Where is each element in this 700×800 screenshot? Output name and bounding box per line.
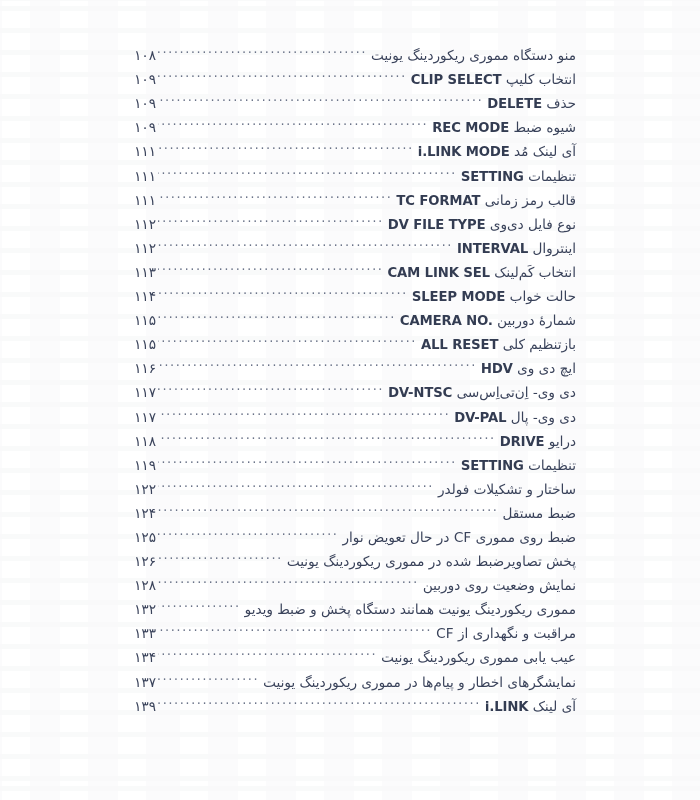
- toc-entry-title: قالب رمز زمانی TC FORMAT: [396, 192, 576, 209]
- toc-entry-title: نوع فایل دی‌وی DV FILE TYPE: [387, 216, 576, 233]
- toc-entry-page-number: ۱۱۱: [134, 192, 156, 209]
- toc-entry-title: درایو DRIVE: [499, 433, 576, 450]
- table-of-contents: [110, 36, 576, 715]
- toc-entry-title-latin: CAMERA NO.: [399, 314, 493, 330]
- dot-leader: [158, 325, 417, 349]
- dot-leader: [158, 566, 419, 590]
- toc-entry-title: پخش تصاویرضبط شده در مموری ریکوردینگ یونیت: [286, 554, 576, 571]
- dot-leader: [158, 470, 434, 494]
- toc-entry-page-number: ۱۰۹: [134, 96, 156, 113]
- toc-entry-title: حالت خواب SLEEP MODE: [411, 289, 576, 306]
- toc-entry-title: عیب یابی مموری ریکوردینگ یونیت: [381, 650, 576, 667]
- toc-entry-page-number: ۱۱۱: [134, 144, 156, 161]
- toc-entry-page-number: ۱۲۶: [134, 554, 156, 571]
- toc-entry-title-latin: TC FORMAT: [396, 193, 481, 209]
- dot-leader: [158, 638, 377, 662]
- toc-entry-title: حذف DELETE: [487, 96, 576, 113]
- toc-entry[interactable]: [110, 36, 576, 65]
- toc-entry-page-number: ۱۱۴: [134, 289, 156, 306]
- toc-entry-page-number: ۱۱۹: [134, 457, 156, 474]
- toc-entry-title-latin: i.LINK: [484, 699, 529, 715]
- toc-entry-page-number: ۱۰۹: [134, 72, 156, 89]
- toc-entry-title: آی لینک i.LINK: [484, 698, 576, 715]
- toc-entry-title-latin: HDV: [480, 362, 513, 378]
- dot-leader: [158, 181, 392, 205]
- dot-leader: [158, 205, 384, 229]
- toc-entry-title: تنظیمات SETTING: [460, 457, 576, 474]
- dot-leader: [158, 229, 453, 253]
- dot-leader: [158, 687, 481, 711]
- toc-entry-title: منو دستگاه مموری ریکوردینگ یونیت: [371, 48, 576, 65]
- toc-entry-title-latin: SETTING: [460, 458, 524, 474]
- toc-entry-page-number: ۱۳۴: [134, 650, 156, 667]
- toc-entry-title-latin: DV-PAL: [454, 410, 507, 426]
- toc-entry-title: نمایشگرهای اخطار و پیام‌ها در مموری ریکوردینگ یونیت: [263, 674, 576, 691]
- toc-entry-title: شمارهٔ دوربین CAMERA NO.: [399, 313, 576, 330]
- toc-entry-page-number: ۱۱۵: [134, 313, 156, 330]
- toc-entry-title-latin: CLIP SELECT: [410, 73, 502, 89]
- toc-entry-title: دی وی- اِن‌تی‌اِس‌سی DV-NTSC: [388, 385, 576, 402]
- dot-leader: [158, 349, 477, 373]
- toc-entry-title: ضبط روی مموری CF در حال تعویض نوار: [342, 529, 576, 546]
- toc-entry-title: آی لینک مُد i.LINK MODE: [417, 144, 576, 161]
- dot-leader: [158, 373, 384, 397]
- toc-entry-title: نمایش وضعیت روی دوربین: [422, 578, 576, 595]
- dot-leader: [158, 446, 457, 470]
- dot-leader: [158, 301, 396, 325]
- toc-entry-title: مموری ریکوردینگ یونیت همانند دستگاه پخش و ضبط ویدیو: [244, 602, 576, 619]
- toc-entry-page-number: ۱۰۸: [134, 48, 156, 65]
- toc-entry-page-number: ۱۲۵: [134, 529, 156, 546]
- toc-entry-page-number: ۱۲۴: [134, 505, 156, 522]
- toc-entry-title: شیوه ضبط REC MODE: [432, 120, 576, 137]
- dot-leader: [158, 422, 496, 446]
- dot-leader: [158, 518, 338, 542]
- toc-entry-title: اینتروال INTERVAL: [456, 240, 576, 257]
- dot-leader: [158, 662, 259, 686]
- dot-leader: [158, 397, 450, 421]
- toc-entry-page-number: ۱۱۲: [134, 240, 156, 257]
- dot-leader: [158, 132, 414, 156]
- toc-entry-page-number: ۱۱۱: [134, 168, 156, 185]
- dot-leader: [158, 542, 283, 566]
- toc-entry-title-latin: REC MODE: [432, 121, 510, 137]
- toc-entry-title: انتخاب کَم‌لینک CAM LINK SEL: [387, 264, 576, 281]
- toc-entry-page-number: ۱۳۳: [134, 626, 156, 643]
- toc-entry-title-latin: CAM LINK SEL: [387, 265, 490, 281]
- toc-entry-title: ضبط مستقل: [502, 505, 576, 522]
- dot-leader: [158, 277, 408, 301]
- toc-entry-title: دی وی- پال DV-PAL: [454, 409, 576, 426]
- dot-leader: [158, 590, 241, 614]
- toc-entry-title: تنظیمات SETTING: [460, 168, 576, 185]
- toc-entry-title-latin: DRIVE: [499, 434, 545, 450]
- toc-entry-title-latin: DV FILE TYPE: [387, 217, 486, 233]
- toc-entry-title-latin: DV-NTSC: [388, 386, 453, 402]
- toc-entry-page-number: ۱۳۷: [134, 674, 156, 691]
- toc-entry-page-number: ۱۳۹: [134, 698, 156, 715]
- toc-entry-title: مراقبت و نگهداری از CF: [436, 626, 576, 643]
- toc-entry-title-latin: SETTING: [460, 169, 524, 185]
- dot-leader: [158, 253, 383, 277]
- toc-entry-title: ساختار و تشکیلات فولدر: [437, 481, 576, 498]
- toc-entry-title: انتخاب کلیپ CLIP SELECT: [410, 72, 576, 89]
- toc-entry-title-latin: DELETE: [487, 97, 543, 113]
- toc-entry-page-number: ۱۱۸: [134, 433, 156, 450]
- toc-entry-page-number: ۱۱۷: [134, 409, 156, 426]
- toc-entry-page-number: ۱۱۳: [134, 264, 156, 281]
- dot-leader: [158, 494, 498, 518]
- toc-entry-page-number: ۱۳۲: [134, 602, 156, 619]
- toc-entry-page-number: ۱۲۲: [134, 481, 156, 498]
- toc-entry-title-latin: INTERVAL: [456, 241, 529, 257]
- toc-entry-page-number: ۱۱۵: [134, 337, 156, 354]
- toc-entry-title-latin: i.LINK MODE: [417, 145, 510, 161]
- dot-leader: [158, 36, 367, 60]
- toc-entry-page-number: ۱۱۷: [134, 385, 156, 402]
- toc-entry-title: بازتنظیم کلی ALL RESET: [420, 337, 576, 354]
- toc-entry-page-number: ۱۱۲: [134, 216, 156, 233]
- dot-leader: [158, 108, 428, 132]
- dot-leader: [158, 84, 483, 108]
- toc-entry-page-number: ۱۱۶: [134, 361, 156, 378]
- dot-leader: [158, 60, 407, 84]
- toc-entry-title: ایچ دی وی HDV: [480, 361, 576, 378]
- dot-leader: [158, 156, 457, 180]
- toc-entry-title-latin: SLEEP MODE: [411, 290, 506, 306]
- toc-entry-page-number: ۱۰۹: [134, 120, 156, 137]
- toc-entry-title-latin: ALL RESET: [420, 338, 499, 354]
- dot-leader: [158, 614, 432, 638]
- toc-entry-page-number: ۱۲۸: [134, 578, 156, 595]
